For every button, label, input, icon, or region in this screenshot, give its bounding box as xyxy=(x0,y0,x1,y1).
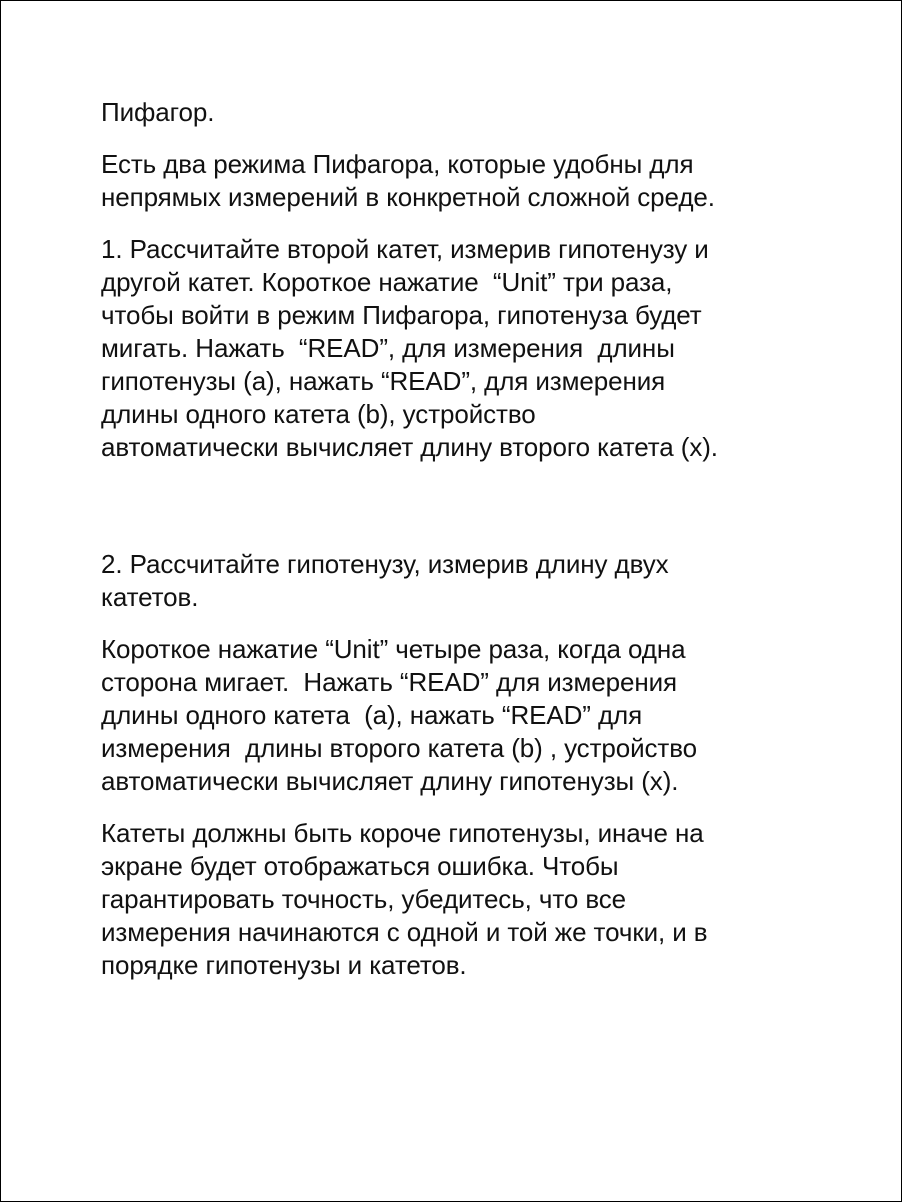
text-line: непрямых измерений в конкретной сложной среде. xyxy=(101,182,715,212)
text-line: сторона мигает. Нажать “READ” для измерения xyxy=(101,667,677,697)
text-line: Есть два режима Пифагора, которые удобны для xyxy=(101,149,694,179)
text-line: гипотенузы (a), нажать “READ”, для измерения xyxy=(101,366,666,396)
text-line: мигать. Нажать “READ”, для измерения длины xyxy=(101,333,675,363)
document-body xyxy=(101,96,821,982)
text-line: длины одного катета (a), нажать “READ” для xyxy=(101,700,643,730)
text-line: чтобы войти в режим Пифагора, гипотенуза будет xyxy=(101,300,702,330)
text-line: Катеты должны быть короче гипотенузы, иначе на xyxy=(101,818,704,848)
text-line: Короткое нажатие “Unit” четыре раза, когда одна xyxy=(101,634,686,664)
text-line: другой катет. Короткое нажатие “Unit” три раза, xyxy=(101,267,673,297)
mode2-body-paragraph xyxy=(101,633,821,798)
text-line: порядке гипотенузы и катетов. xyxy=(101,950,467,980)
note-paragraph xyxy=(101,817,821,982)
text-line: автоматически вычисляет длину гипотенузы (x). xyxy=(101,766,679,796)
text-line: измерения начинаются с одной и той же точки, и в xyxy=(101,917,708,947)
intro-paragraph xyxy=(101,148,821,214)
mode1-paragraph xyxy=(101,233,821,464)
document-title xyxy=(101,96,821,129)
text-line: 1. Рассчитайте второй катет, измерив гипотенузу и xyxy=(101,234,709,264)
text-line: длины одного катета (b), устройство xyxy=(101,399,536,429)
title-line: Пифагор. xyxy=(101,97,215,127)
text-line: автоматически вычисляет длину второго катета (x). xyxy=(101,432,718,462)
text-line: катетов. xyxy=(101,582,199,612)
text-line: 2. Рассчитайте гипотенузу, измерив длину двух xyxy=(101,549,669,579)
text-line: гарантировать точность, убедитесь, что все xyxy=(101,884,627,914)
text-line: экране будет отображаться ошибка. Чтобы xyxy=(101,851,619,881)
mode2-heading-paragraph xyxy=(101,548,821,614)
text-line: измерения длины второго катета (b) , устройство xyxy=(101,733,698,763)
